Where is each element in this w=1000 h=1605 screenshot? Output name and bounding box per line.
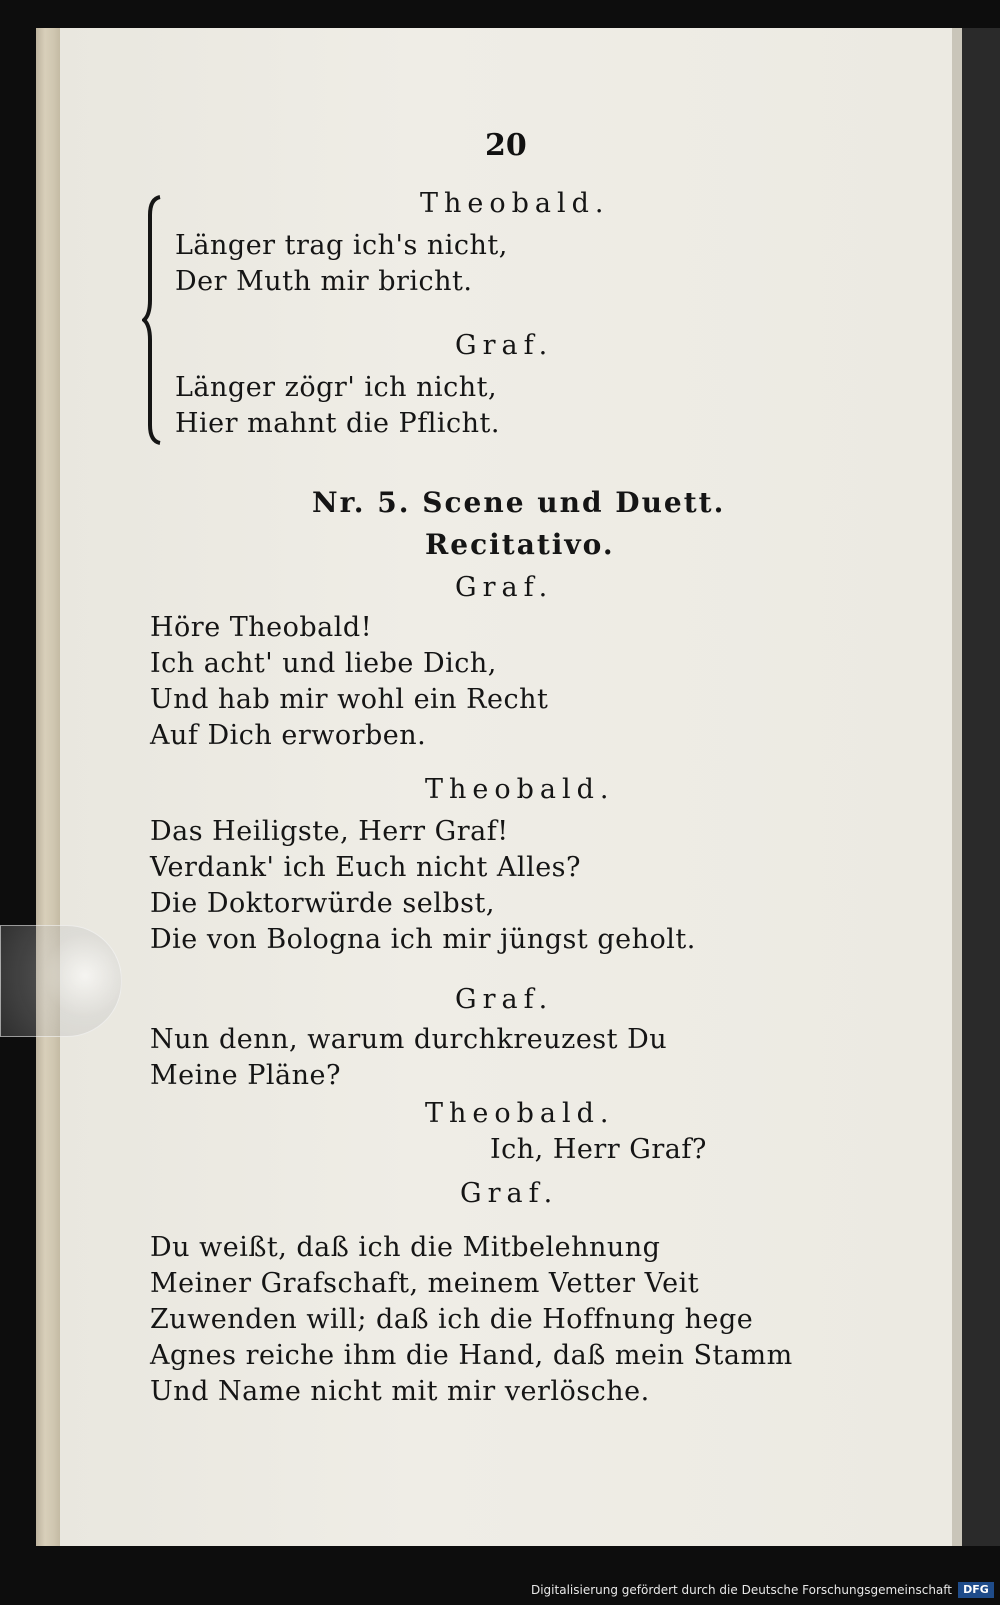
facing-page-edge (952, 28, 1000, 1546)
verse-line: Agnes reiche ihm die Hand, daß mein Stamm (150, 1340, 793, 1371)
verse-line: Länger trag ich's nicht, (175, 230, 508, 261)
speaker-graf: Graf. (455, 330, 554, 361)
verse-line: Ich acht' und liebe Dich, (150, 648, 497, 679)
verse-line: Auf Dich erworben. (150, 720, 427, 751)
verse-line: Der Muth mir bricht. (175, 266, 473, 297)
dfg-logo-icon: DFG (958, 1582, 994, 1598)
speaker-graf: Graf. (455, 572, 554, 603)
verse-line: Meiner Grafschaft, meinem Vetter Veit (150, 1268, 700, 1299)
page-number: 20 (485, 128, 527, 163)
verse-line: Zuwenden will; daß ich die Hoffnung hege (150, 1304, 754, 1335)
speaker-graf: Graf. (460, 1178, 559, 1209)
verse-line: Das Heiligste, Herr Graf! (150, 816, 509, 847)
verse-line: Ich, Herr Graf? (490, 1134, 707, 1165)
verse-line: Länger zögr' ich nicht, (175, 372, 498, 403)
section-heading: Nr. 5. Scene und Duett. (312, 486, 726, 519)
verse-line: Du weißt, daß ich die Mitbelehnung (150, 1232, 661, 1263)
verse-line: Meine Pläne? (150, 1060, 341, 1091)
verse-line: Hier mahnt die Pflicht. (175, 408, 500, 439)
speaker-theobald: Theobald. (425, 774, 615, 805)
verse-line: Und hab mir wohl ein Recht (150, 684, 549, 715)
speaker-graf: Graf. (455, 984, 554, 1015)
section-subheading: Recitativo. (425, 528, 615, 561)
verse-line: Und Name nicht mit mir verlösche. (150, 1376, 650, 1407)
verse-line: Höre Theobald! (150, 612, 373, 643)
verse-line: Nun denn, warum durchkreuzest Du (150, 1024, 668, 1055)
verse-line: Die Doktorwürde selbst, (150, 888, 495, 919)
verse-line: Die von Bologna ich mir jüngst geholt. (150, 924, 696, 955)
verse-line: Verdank' ich Euch nicht Alles? (150, 852, 582, 883)
footer-bar (0, 1578, 1000, 1605)
speaker-theobald: Theobald. (425, 1098, 615, 1129)
footer-credit: Digitalisierung gefördert durch die Deutsche Forschungsgemeinschaft (530, 1583, 952, 1597)
speaker-theobald: Theobald. (420, 188, 610, 219)
scanner-thumb-shadow (0, 925, 122, 1037)
curly-brace-icon (142, 195, 164, 445)
